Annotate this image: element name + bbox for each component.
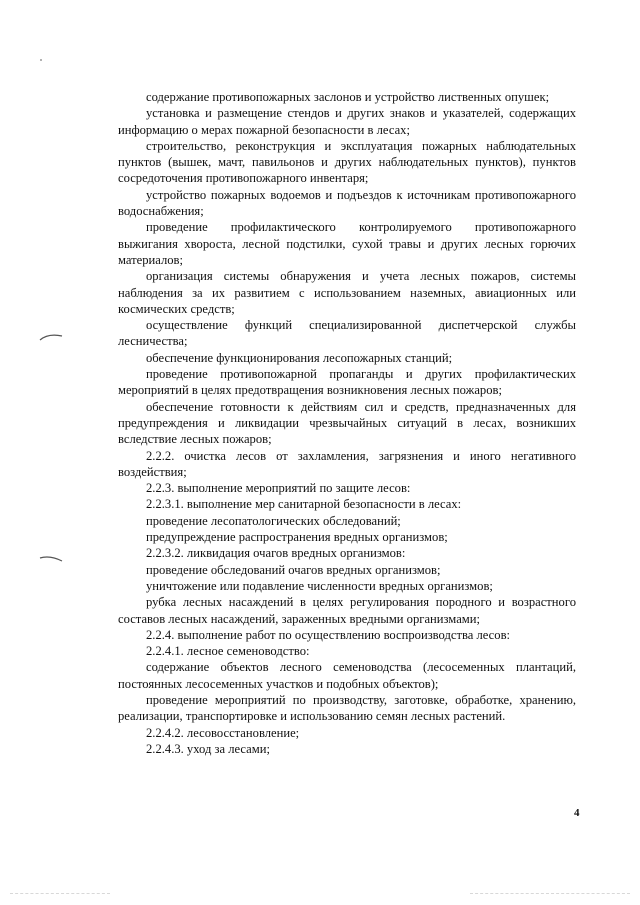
paragraph: уничтожение или подавление численности вредных организмов; bbox=[146, 578, 493, 593]
page-number: 4 bbox=[574, 807, 580, 819]
paragraph: 2.2.4. выполнение работ по осуществлению воспроизводства лесов: bbox=[146, 627, 511, 642]
paragraph: организация системы обнаружения и учета лесных пожаров, системы наблюдения за их развитием с использованием наземных, авиационных или космических средств; bbox=[118, 269, 576, 316]
scan-speck-mark bbox=[38, 58, 44, 62]
paragraph: проведение мероприятий по производству, заготовке, обработке, хранению, реализации, транспортировке и использованию семян лесных растений. bbox=[118, 692, 576, 724]
paragraph: 2.2.3.1. выполнение мер санитарной безопасности в лесах: bbox=[146, 497, 462, 512]
paragraph: рубка лесных насаждений в целях регулирования породного и возрастного составов лесных насаждений, зараженных вредными организмами; bbox=[118, 595, 576, 626]
binder-hole-mark bbox=[38, 555, 64, 563]
paragraph: проведение лесопатологических обследований; bbox=[146, 513, 401, 528]
paragraph: предупреждение распространения вредных организмов; bbox=[146, 530, 448, 545]
scan-edge-line bbox=[470, 893, 630, 894]
paragraph: осуществление функций специализированной диспетчерской службы лесничества; bbox=[118, 318, 576, 349]
paragraph: обеспечение функционирования лесопожарных станций; bbox=[146, 350, 453, 365]
paragraph: содержание противопожарных заслонов и устройство лиственных опушек; bbox=[146, 90, 550, 104]
paragraph: обеспечение готовности к действиям сил и средств, предназначенных для предупреждения и ликвидации чрезвычайных ситуаций в лесах, возникших вследствие лесных пожаров; bbox=[118, 399, 576, 447]
paragraph: содержание объектов лесного семеноводства (лесосеменных плантаций, постоянных лесосеменных участков и подобных объектов); bbox=[118, 660, 576, 691]
paragraph: проведение противопожарной пропаганды и других профилактических мероприятий в целях предотвращения возникновения лесных пожаров; bbox=[118, 367, 576, 398]
paragraph: 2.2.4.3. уход за лесами; bbox=[146, 741, 270, 756]
binder-hole-mark bbox=[38, 333, 64, 341]
paragraph: устройство пожарных водоемов и подъездов к источникам противопожарного водоснабжения; bbox=[118, 187, 576, 219]
document-body bbox=[118, 89, 576, 757]
paragraph: проведение профилактического контролируемого противопожарного выжигания хвороста, лесной подстилки, сухой травы и других лесных горючих материалов; bbox=[118, 220, 576, 267]
paragraph: проведение обследований очагов вредных организмов; bbox=[146, 562, 441, 577]
paragraph: 2.2.3. выполнение мероприятий по защите лесов: bbox=[146, 481, 411, 496]
paragraph: установка и размещение стендов и других знаков и указателей, содержащих информацию о мерах пожарной безопасности в лесах; bbox=[118, 106, 576, 137]
paragraph: строительство, реконструкция и эксплуатация пожарных наблюдательных пунктов (вышек, мачт, павильонов и других наблюдательных пунктов), пунктов сосредоточения противопожарного инвентаря; bbox=[118, 138, 576, 186]
scan-edge-line bbox=[10, 893, 110, 894]
paragraph: 2.2.3.2. ликвидация очагов вредных организмов: bbox=[146, 546, 406, 561]
paragraph: 2.2.4.2. лесовосстановление; bbox=[146, 725, 300, 740]
paragraph: 2.2.2. очистка лесов от захламления, загрязнения и иного негативного воздействия; bbox=[118, 448, 576, 479]
paragraph: 2.2.4.1. лесное семеноводство: bbox=[146, 644, 310, 659]
